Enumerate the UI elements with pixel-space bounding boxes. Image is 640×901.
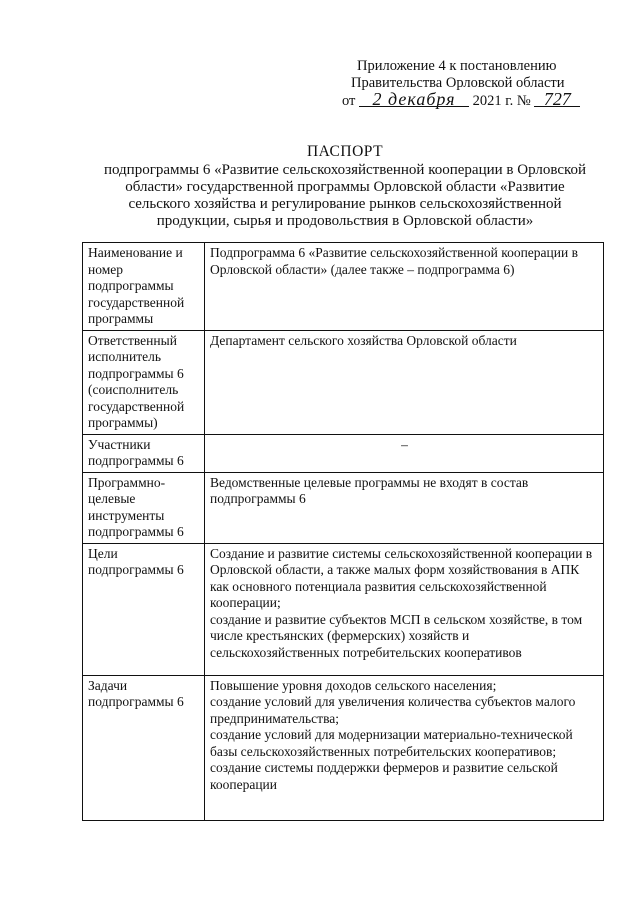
- row-label: Цели подпрограммы 6: [83, 543, 205, 675]
- value-line: создание системы поддержки фермеров и развитие сельской кооперации: [210, 760, 558, 792]
- handwritten-date: 2 декабря: [359, 92, 469, 107]
- title-line-4: продукции, сырья и продовольствия в Орловской области»: [156, 213, 534, 229]
- row-value: [205, 675, 604, 820]
- title-line-3: сельского хозяйства и регулирование рынков сельскохозяйственной: [128, 196, 562, 212]
- row-value: Подпрограмма 6 «Развитие сельскохозяйственной кооперации в Орловской области» (далее также – подпрограмма 6): [205, 243, 604, 331]
- table-row: [83, 472, 604, 543]
- header-line-1: Приложение 4 к постановлению: [357, 58, 557, 74]
- row-value: [205, 543, 604, 675]
- row-label: Участники подпрограммы 6: [83, 434, 205, 472]
- table-row: [83, 434, 604, 472]
- value-line: создание условий для модернизации материально-технической базы сельскохозяйственных потребительских кооперативов;: [210, 727, 573, 759]
- header-line-2: Правительства Орловской области: [351, 75, 565, 91]
- handwritten-number: 727: [534, 92, 580, 107]
- row-label: Программно-целевые инструменты подпрограммы 6: [83, 472, 205, 543]
- value-line: Повышение уровня доходов сельского населения;: [210, 677, 497, 693]
- value-line: создание условий для увеличения количества субъектов малого предпринимательства;: [210, 694, 576, 726]
- table-row: [83, 675, 604, 820]
- document-title: [60, 143, 630, 230]
- title-heading: ПАСПОРТ: [306, 143, 384, 160]
- header-from: от: [342, 93, 356, 109]
- value-line: создание и развитие субъектов МСП в сельском хозяйстве, в том числе крестьянских (фермерских) хозяйств и сельскохозяйственных потребительских кооперативов: [210, 611, 583, 660]
- title-line-2: области» государственной программы Орловской области «Развитие: [125, 179, 565, 195]
- row-label: Задачи подпрограммы 6: [83, 675, 205, 820]
- row-label: Наименование и номер подпрограммы государственной программы: [83, 243, 205, 331]
- row-value: –: [205, 434, 604, 472]
- header-year: 2021 г. №: [472, 93, 531, 109]
- row-value: Департамент сельского хозяйства Орловской области: [205, 330, 604, 434]
- table-row: [83, 243, 604, 331]
- document-header: [330, 58, 610, 110]
- row-value: Ведомственные целевые программы не входят в состав подпрограммы 6: [205, 472, 604, 543]
- value-line: Создание и развитие системы сельскохозяйственной кооперации в Орловской области, а также малых форм хозяйствования в АПК как основного потенциала развития сельскохозяйственной кооперации;: [210, 545, 593, 610]
- passport-table: [82, 242, 604, 821]
- table-row: [83, 330, 604, 434]
- title-line-1: подпрограммы 6 «Развитие сельскохозяйственной кооперации в Орловской: [103, 162, 587, 178]
- table-row: [83, 543, 604, 675]
- header-date-line: [330, 89, 610, 110]
- row-label: Ответственный исполнитель подпрограммы 6 (соисполнитель государственной программы): [83, 330, 205, 434]
